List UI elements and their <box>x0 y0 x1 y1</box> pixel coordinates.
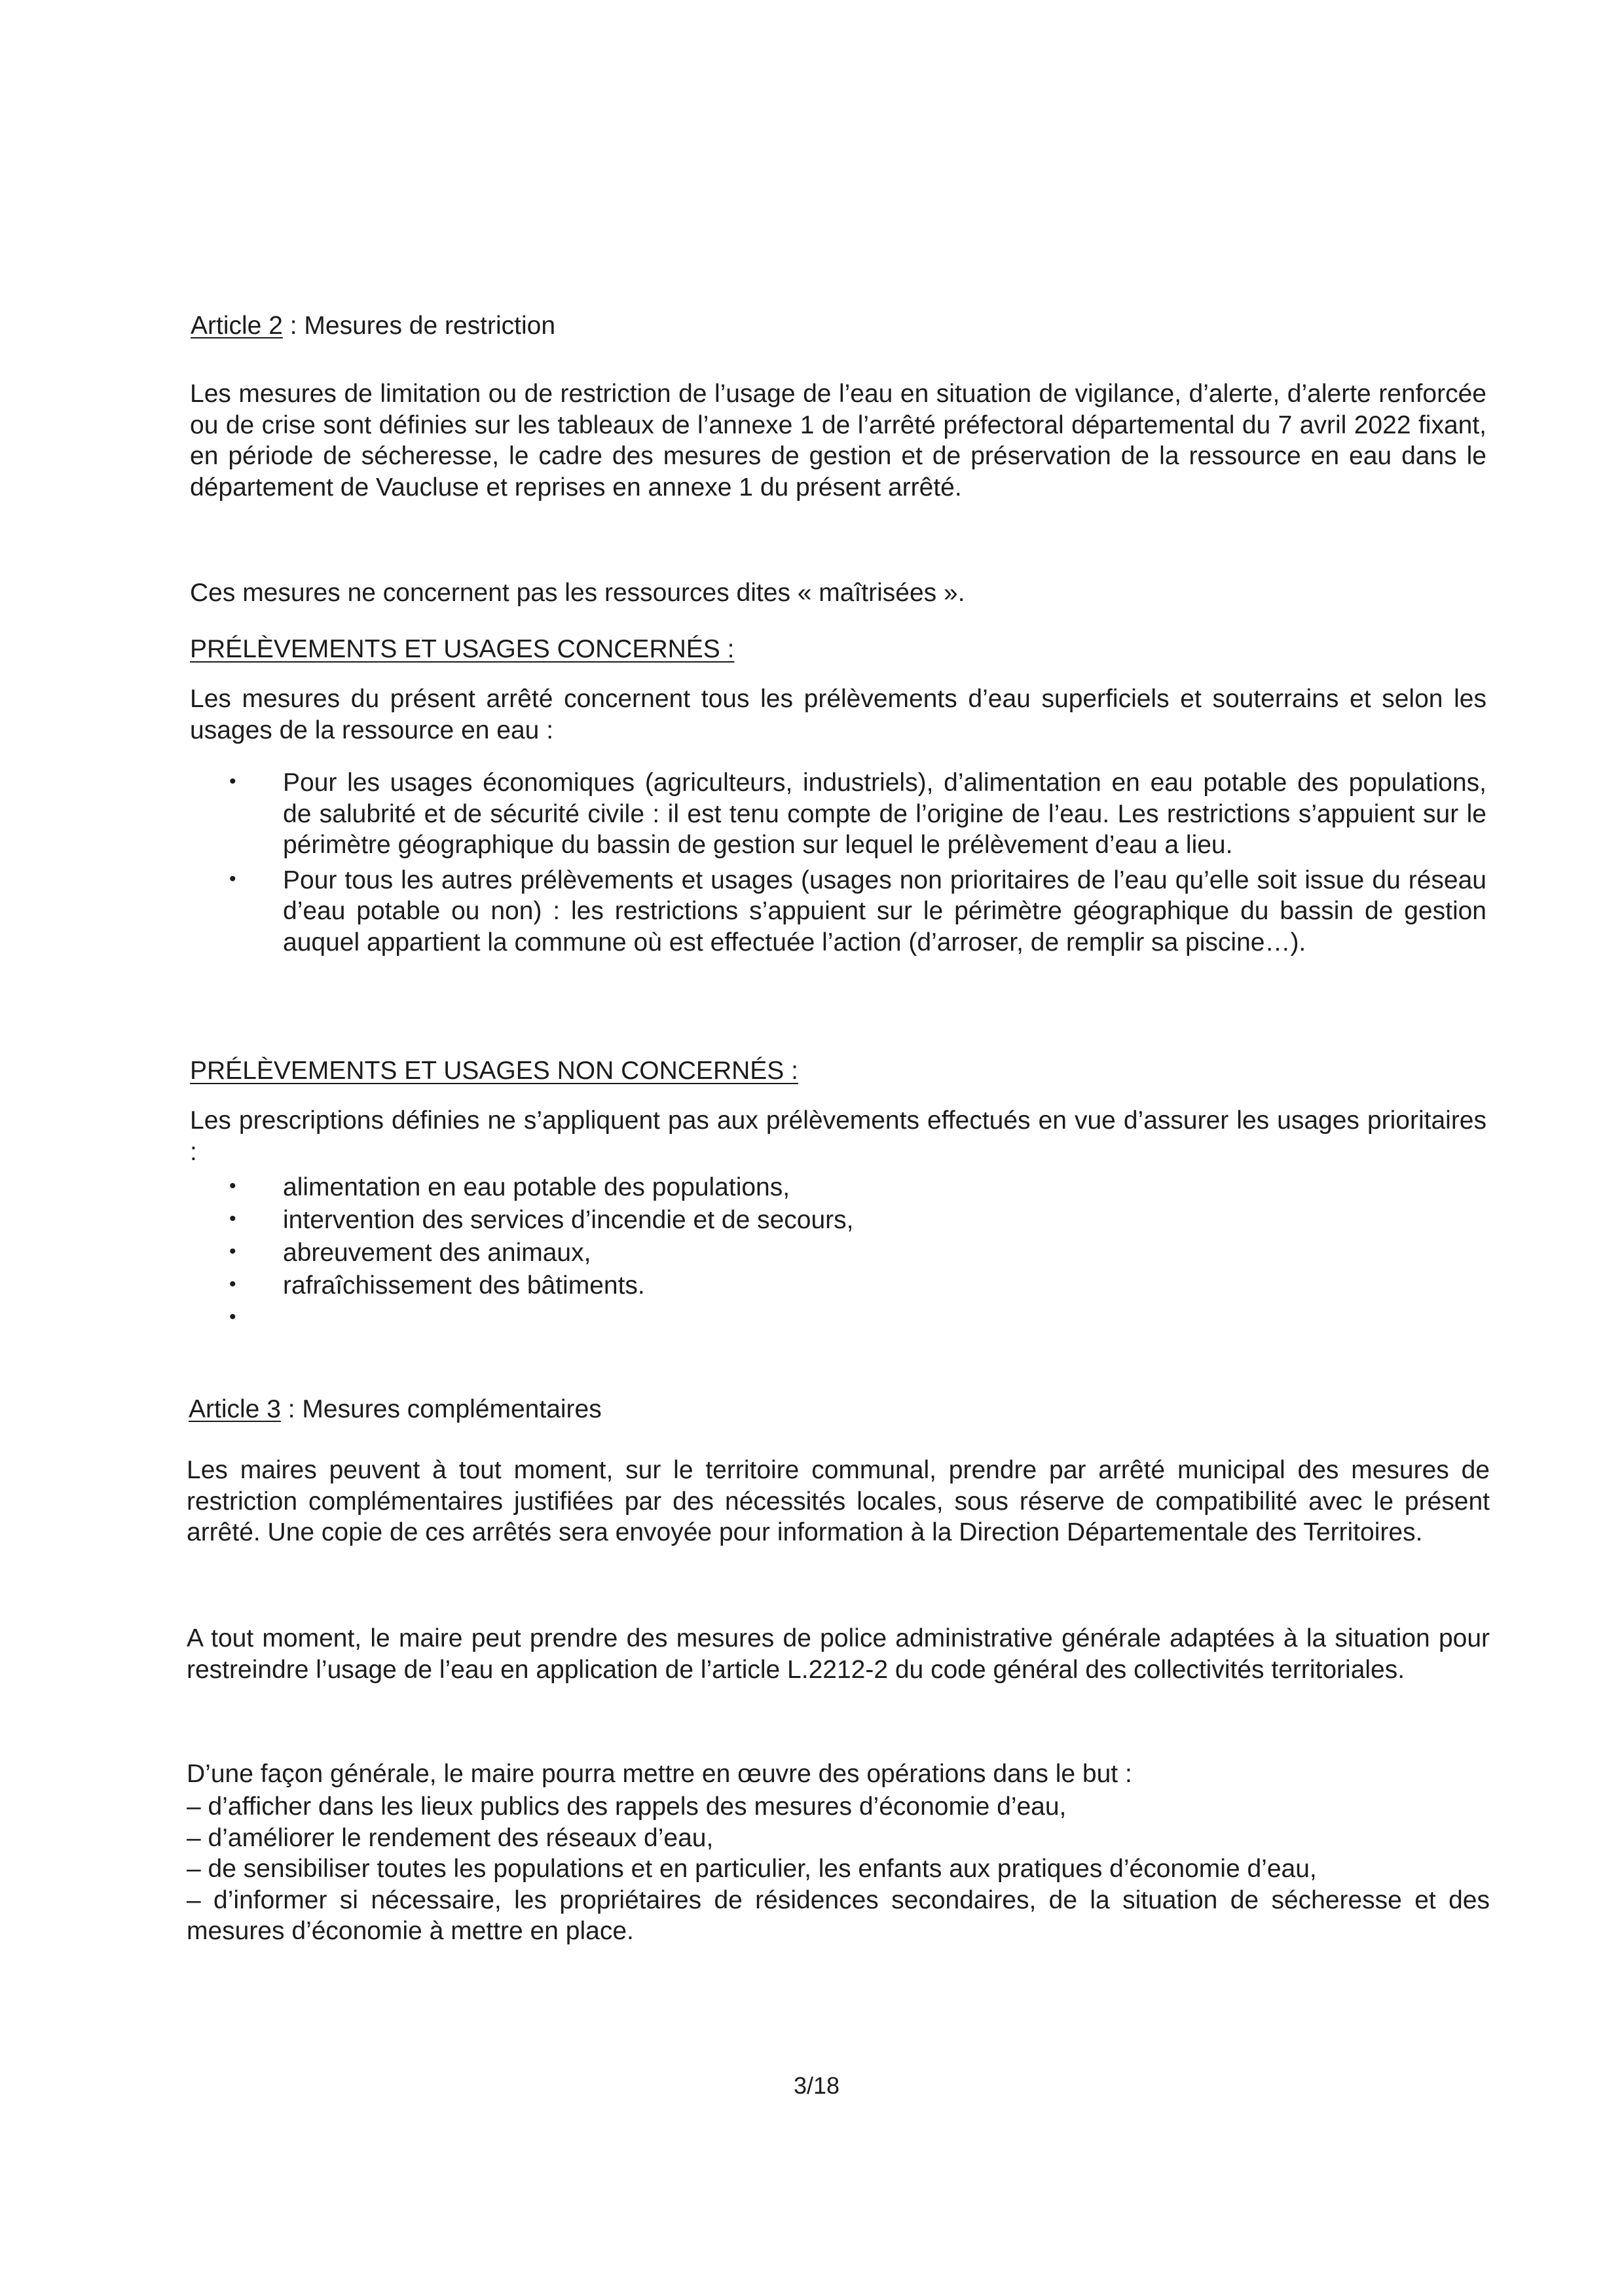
non-concernes-intro: Les prescriptions définies ne s’appliquent pas aux prélèvements effectués en vue d’assurer les usages prioritaires : <box>190 1106 1486 1166</box>
dash-list-item: – d’afficher dans les lieux publics des rappels des mesures d’économie d’eau, <box>187 1793 1067 1821</box>
bullet-icon: • <box>229 1241 236 1262</box>
list-item <box>229 767 1486 861</box>
list-item-text: abreuvement des animaux, <box>283 1239 591 1267</box>
article-2-paragraph-2: Ces mesures ne concernent pas les ressources dites « maîtrisées ». <box>190 579 965 607</box>
article-3-title: : Mesures complémentaires <box>280 1395 602 1423</box>
list-item <box>229 865 1486 958</box>
article-3-paragraph-2: A tout moment, le maire peut prendre des mesures de police administrative générale adaptées à la situation pour restreindre l’usage de l’eau en application de l’article L.2212-2 du code général des collectivités territoriales. <box>187 1624 1490 1684</box>
article-2-heading <box>191 310 555 342</box>
article-3-dash-list <box>187 1791 1490 1947</box>
list-item-text: Pour tous les autres prélèvements et usages (usages non prioritaires de l’eau qu’elle soit issue du réseau d’eau potable ou non) : les restrictions s’appuient sur le périmètre géographique du bassin de gestion auquel appartient la commune où est effectuée l’action (d’arroser, de remplir sa piscine…). <box>283 866 1486 957</box>
bullet-icon: • <box>229 1208 236 1230</box>
article-3-paragraph-1: Les maires peuvent à tout moment, sur le territoire communal, prendre par arrêté municipal des mesures de restriction complémentaires justifiées par des nécessités locales, sous réserve de compatibilité avec le présent arrêté. Une copie de ces arrêtés sera envoyée pour information à la Direction Départementale des Territoires. <box>187 1456 1490 1547</box>
list-item-text: intervention des services d’incendie et de secours, <box>283 1206 854 1234</box>
bullet-icon: • <box>229 1273 236 1295</box>
list-item-text: Pour les usages économiques (agriculteurs, industriels), d’alimentation en eau potable des populations, de salubrité et de sécurité civile : il est tenu compte de l’origine de l’eau. Les restrictions s’appuient sur le périmètre géographique du bassin de gestion sur lequel le prélèvement d’eau a lieu. <box>283 769 1486 860</box>
concernes-intro: Les mesures du présent arrêté concernent tous les prélèvements d’eau superficiels et souterrains et selon les usages de la ressource en eau : <box>190 685 1486 744</box>
list-item <box>229 1205 1486 1237</box>
bullet-icon: • <box>229 867 236 890</box>
bullet-icon: • <box>229 771 236 792</box>
article-2-label: Article 2 <box>191 312 283 340</box>
article-3-heading <box>189 1394 602 1425</box>
article-2-title: : Mesures de restriction <box>282 312 556 340</box>
article-2-paragraph-1: Les mesures de limitation ou de restriction de l’usage de l’eau en situation de vigilance, d’alerte, d’alerte renforcée ou de crise sont définies sur les tableaux de l’annexe 1 de l’arrêté préfectoral départemental du 7 avril 2022 fixant, en période de sécheresse, le cadre des mesures de gestion et de préservation de la ressource en eau dans le département de Vaucluse et reprises en annexe 1 du présent arrêté. <box>190 380 1486 501</box>
dash-list-item: – de sensibiliser toutes les populations et en particulier, les enfants aux pratiques d’économie d’eau, <box>187 1855 1317 1884</box>
concernes-list <box>229 767 1486 958</box>
dash-list-item: – d’informer si nécessaire, les propriétaires de résidences secondaires, de la situation de sécheresse et des mesures d’économie à mettre en place. <box>187 1886 1490 1946</box>
list-item <box>229 1270 1486 1303</box>
section-title-concernes: PRÉLÈVEMENTS ET USAGES CONCERNÉS : <box>190 635 735 663</box>
page-number: 3/18 <box>794 2072 840 2099</box>
list-item <box>229 1303 1486 1336</box>
list-item <box>229 1172 1486 1205</box>
dash-list-item: – d’améliorer le rendement des réseaux d’eau, <box>187 1823 714 1852</box>
article-3-paragraph-3-intro: D’une façon générale, le maire pourra mettre en œuvre des opérations dans le but : <box>187 1760 1132 1788</box>
list-item-text: rafraîchissement des bâtiments. <box>283 1271 645 1300</box>
section-title-non-concernes: PRÉLÈVEMENTS ET USAGES NON CONCERNÉS : <box>190 1057 798 1085</box>
article-3-label: Article 3 <box>189 1395 281 1423</box>
list-item <box>229 1237 1486 1270</box>
bullet-icon: • <box>229 1306 236 1328</box>
list-item-text: alimentation en eau potable des populations, <box>283 1173 790 1201</box>
non-concernes-list <box>229 1172 1486 1336</box>
bullet-icon: • <box>229 1175 236 1197</box>
